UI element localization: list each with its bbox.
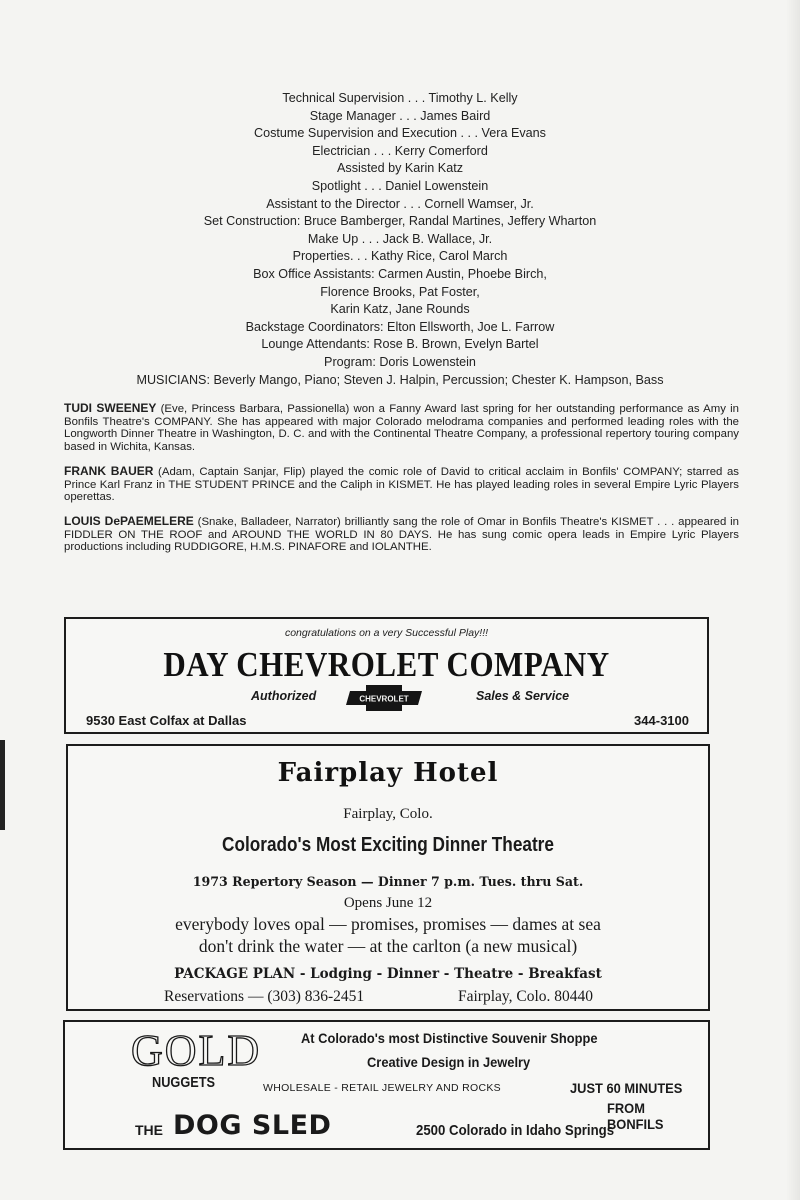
page-edge (786, 0, 800, 1200)
ad-design-tagline: Creative Design in Jewelry (367, 1054, 531, 1070)
bio-text: (Adam, Captain Sanjar, Flip) played the comic role of David to critical acclaim in Bonfils' COMPANY; starred as Prince Karl Franz in THE STUDENT PRINCE and the Caliph in KISMET. He has played leading roles in several Empire Lyric Players operettas. (64, 465, 740, 504)
ad-sales-service: Sales & Service (476, 689, 570, 703)
credit-line: Make Up . . . Jack B. Wallace, Jr. (307, 231, 493, 246)
page-binding-shadow (0, 740, 5, 830)
ad-authorized: Authorized (251, 689, 317, 703)
credit-line: Assisted by Karin Katz (337, 161, 463, 176)
bio-frank-bauer (64, 465, 739, 504)
production-credits (40, 90, 760, 389)
ad-season: 1973 Repertory Season — Dinner 7 p.m. Tues. thru Sat. (192, 874, 584, 889)
ad-company-name: DAY CHEVROLET COMPANY (163, 644, 610, 685)
bio-name: TUDI SWEENEY (64, 401, 157, 415)
credit-line: Karin Katz, Jane Rounds (330, 302, 470, 317)
ad-dog-sled: DOG SLED (173, 1110, 332, 1141)
ad-the: THE (135, 1122, 163, 1138)
ad-shoppe-tagline: At Colorado's most Distinctive Souvenir Shoppe (301, 1030, 598, 1046)
credit-line: Assistant to the Director . . . Cornell Wamser, Jr. (266, 196, 534, 211)
ad-nuggets: NUGGETS (152, 1074, 216, 1091)
credit-line: Backstage Coordinators: Elton Ellsworth, Joe L. Farrow (245, 319, 555, 334)
gold-logo: GOLD (131, 1026, 262, 1075)
bio-name: FRANK BAUER (64, 463, 154, 478)
ad-gold-nuggets (63, 1020, 710, 1150)
ad-hotel-name: Fairplay Hotel (277, 758, 499, 788)
ad-opening-date: Opens June 12 (343, 895, 433, 911)
bio-tudi-sweeney (64, 402, 739, 454)
ad-day-chevrolet (64, 617, 709, 734)
credit-line: Lounge Attendants: Rose B. Brown, Evelyn Bartel (261, 337, 539, 352)
ad-address: 9530 East Colfax at Dallas (86, 713, 247, 728)
ad-package-plan: PACKAGE PLAN - Lodging - Dinner - Theatre - Breakfast (174, 966, 602, 982)
credit-line: Costume Supervision and Execution . . . Vera Evans (254, 126, 546, 141)
bio-louis-depaemelere (64, 515, 739, 554)
credit-line: Properties. . . Kathy Rice, Carol March (292, 249, 508, 264)
chevrolet-bowtie-logo (344, 685, 424, 711)
credit-line: Technical Supervision . . . Timothy L. Kelly (282, 91, 518, 105)
ad-headline: Colorado's Most Exciting Dinner Theatre (222, 834, 554, 856)
chevrolet-logo-text: CHEVROLET (359, 694, 409, 704)
ad-reservations: Reservations — (303) 836-2451 (164, 988, 365, 1005)
credit-line: Box Office Assistants: Carmen Austin, Phoebe Birch, (253, 266, 547, 281)
ad-distance: JUST 60 MINUTES (570, 1080, 683, 1096)
ad-fairplay-hotel (66, 744, 710, 1011)
credit-line: Program: Doris Lowenstein (324, 354, 476, 369)
credit-line: Electrician . . . Kerry Comerford (312, 143, 488, 158)
credit-line: Florence Brooks, Pat Foster, (320, 284, 480, 299)
ad-phone: 344-3100 (634, 713, 689, 728)
ad-distance-from: FROM BONFILS (607, 1100, 664, 1132)
credit-line: Set Construction: Bruce Bamberger, Randal Martines, Jeffery Wharton (203, 214, 597, 229)
ad-location: Fairplay, Colo. (343, 806, 433, 822)
ad-congrats: congratulations on a very Successful Play!!! (284, 627, 489, 639)
bio-name: LOUIS DePAEMELERE (64, 513, 194, 528)
ad-address: Fairplay, Colo. 80440 (458, 988, 594, 1005)
musicians-line: MUSICIANS: Beverly Mango, Piano; Steven J. Halpin, Percussion; Chester K. Hampson, Bass (136, 372, 664, 387)
ad-shows-line: everybody loves opal — promises, promises — dames at sea (175, 914, 601, 934)
ad-shows-line: don't drink the water — at the carlton (a new musical) (198, 936, 578, 956)
credit-line: Stage Manager . . . James Baird (309, 108, 491, 123)
ad-address: 2500 Colorado in Idaho Springs (416, 1122, 615, 1139)
bio-text: (Snake, Balladeer, Narrator) brilliantly sang the role of Omar in Bonfils Theatre's KISMET . . . appeared in FIDDLER ON THE ROOF and AROUND THE WORLD IN 80 DAYS. He has sung comic opera leads in Empire Lyric Players productions including RUDDIGORE, H.M.S. PINAFORE and IOLANTHE. (64, 515, 739, 554)
credit-line: Spotlight . . . Daniel Lowenstein (311, 178, 489, 193)
cast-biographies (64, 402, 739, 565)
ad-wholesale: WHOLESALE - RETAIL JEWELRY AND ROCKS (263, 1082, 501, 1094)
bio-text: (Eve, Princess Barbara, Passionella) won a Fanny Award last spring for her outstanding performance as Amy in Bonfils Theatre's COMPANY. She has appeared with major Colorado melodrama companies and performed leading roles with the Longworth Dinner Theatre in Washington, D. C. and with the Continental Theatre Company, a professional repertory touring company based in Wichita, Kansas. (64, 403, 739, 454)
